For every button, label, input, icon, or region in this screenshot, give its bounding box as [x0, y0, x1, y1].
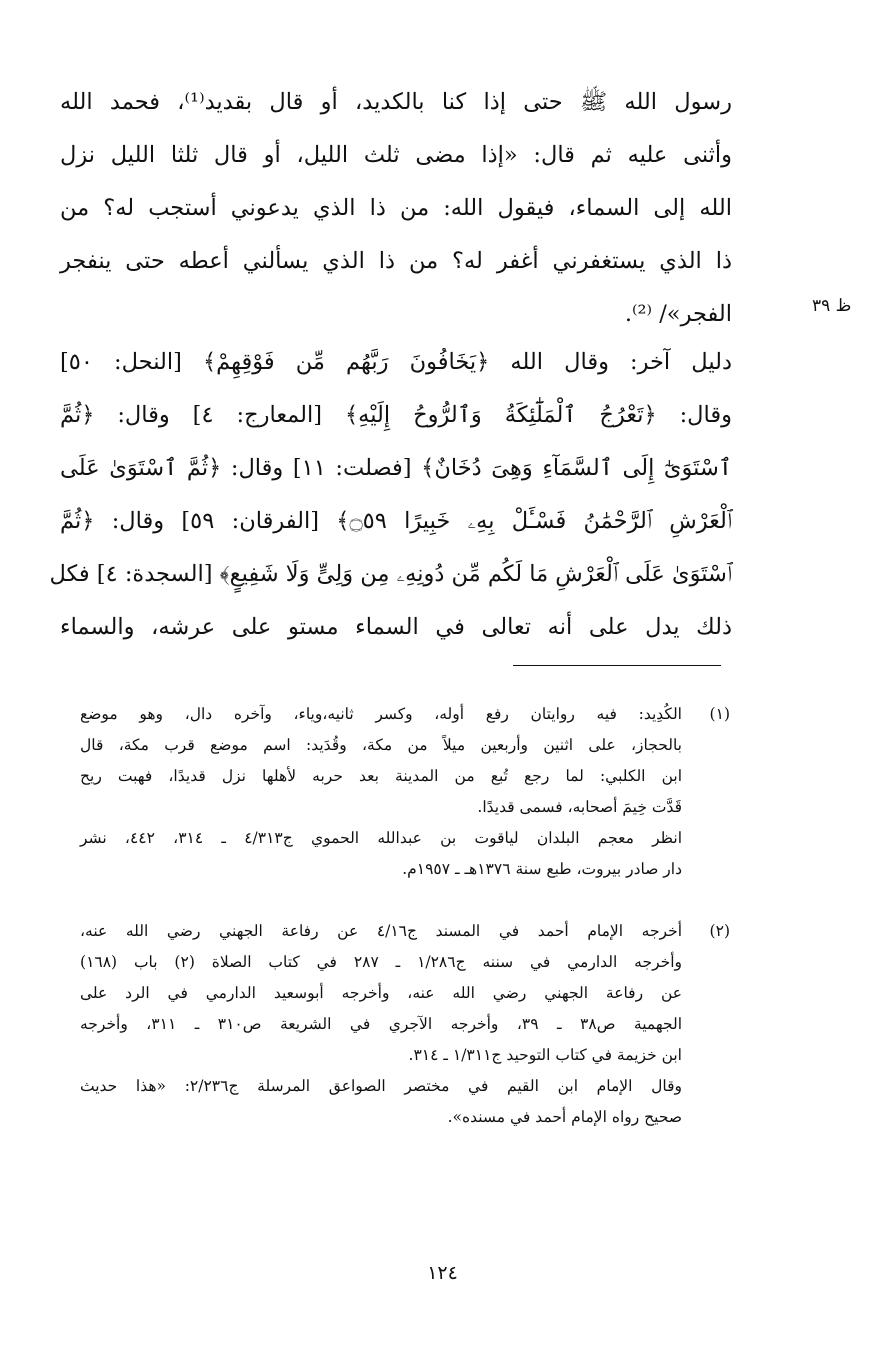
- footnote-line: الكُدِيد: فيه روايتان رفع أوله، وكسر ثانيه،وياء، وآخره دال، وهو موضع: [80, 705, 682, 723]
- footnote-line: قَدَّت خِيمَ أصحابه، فسمى قديدًا.: [477, 798, 682, 816]
- text-line: رسول الله ﷺ حتى إذا كنا بالكديد، أو قال بقديد⁽¹⁾، فحمد الله: [60, 89, 732, 115]
- text-line: الفجر»/ ⁽²⁾.: [624, 301, 732, 327]
- footnote-line: الجهمية ص٣٨ ـ ٣٩، وأخرجه الآجري في الشريعة ص٣١٠ ـ ٣١١، وأخرجه: [80, 1015, 683, 1033]
- page-number: ١٢٤: [427, 1262, 458, 1284]
- footnote-body: [80, 699, 682, 885]
- text-line: الله إلى السماء، فيقول الله: من ذا الذي يدعوني أستجب له؟ من: [60, 195, 732, 221]
- main-paragraph-1: [60, 76, 732, 341]
- text-line: دليل آخر: وقال الله ﴿يَخَافُونَ رَبَّهُم مِّن فَوْقِهِمْ﴾ [النحل: ٥٠]: [60, 349, 732, 375]
- text-line: وأثنى عليه ثم قال: «إذا مضى ثلث الليل، أو قال ثلثا الليل نزل: [60, 142, 732, 168]
- footnote-line: دار صادر بيروت، طبع سنة ١٣٧٦هـ ـ ١٩٥٧م.: [402, 860, 682, 878]
- footnote-line: عن رفاعة الجهني رضي الله عنه، وأخرجه أبوسعيد الدارمي في الرد على: [80, 984, 682, 1002]
- footnote-line: وأخرجه الدارمي في سننه ج١/٢٨٦ ـ ٢٨٧ في كتاب الصلاة (٢) باب (١٦٨): [80, 953, 682, 971]
- text-line: ٱلْعَرْشِ ٱلرَّحْمَٰنُ فَسْـَٔلْ بِهِۦ خَبِيرًا ۝٥٩﴾ [الفرقان: ٥٩] وقال: ﴿ثُمَّ: [60, 508, 732, 534]
- text-line: ذا الذي يستغفرني أغفر له؟ من ذا الذي يسألني أعطه حتى ينفجر: [60, 248, 732, 274]
- footnote-line: ابن الكلبي: لما رجع تُبع من المدينة بعد حربه لأهلها نزل قديدًا، فهبت ريح: [80, 767, 682, 785]
- footnote-line: انظر معجم البلدان لياقوت بن عبدالله الحموي ج٤/٣١٣ ـ ٣١٤، ٤٤٢، نشر: [80, 829, 682, 847]
- footnote-line: بالحجاز، على اثنين وأربعين ميلاً من مكة، وقُدَيد: اسم موضع قرب مكة، قال: [80, 736, 682, 754]
- main-paragraph-2: [49, 336, 732, 654]
- footnote-line: صحيح رواه الإمام أحمد في مسنده».: [447, 1108, 682, 1126]
- footnote-number: (١): [709, 705, 730, 723]
- footnote-line: أخرجه الإمام أحمد في المسند ج٤/١٦ عن رفاعة الجهني رضي الله عنه،: [80, 922, 683, 940]
- footnote-body: [80, 916, 682, 1133]
- footnote-1: [80, 699, 730, 914]
- text-line: ٱسْتَوَىٰ عَلَى ٱلْعَرْشِ مَا لَكُم مِّن دُونِهِۦ مِن وَلِىٍّ وَلَا شَفِيعٍ﴾ [السجدة: ٤] فكل: [49, 561, 732, 587]
- footnote-number: (٢): [709, 922, 730, 940]
- footnote-divider: [513, 665, 721, 666]
- footnote-line: ابن خزيمة في كتاب التوحيد ج١/٣١١ ـ ٣١٤.: [408, 1046, 682, 1064]
- text-line: وقال: ﴿تَعْرُجُ ٱلْمَلَٰٓئِكَةُ وَٱلرُّوحُ إِلَيْهِ﴾ [المعارج: ٤] وقال: ﴿ثُمَّ: [60, 402, 732, 428]
- footnote-line: وقال الإمام ابن القيم في مختصر الصواعق المرسلة ج٢/٢٣٦: «هذا حديث: [80, 1077, 682, 1095]
- footnote-2: [80, 916, 730, 1186]
- manuscript-folio-marker: ظ ٣٩: [812, 296, 852, 316]
- text-line: ذلك يدل على أنه تعالى في السماء مستو على عرشه، والسماء: [60, 614, 732, 640]
- text-line: ٱسْتَوَىٰٓ إِلَى ٱلسَّمَآءِ وَهِىَ دُخَانٌ﴾ [فصلت: ١١] وقال: ﴿ثُمَّ ٱسْتَوَىٰ عَلَى: [60, 455, 732, 481]
